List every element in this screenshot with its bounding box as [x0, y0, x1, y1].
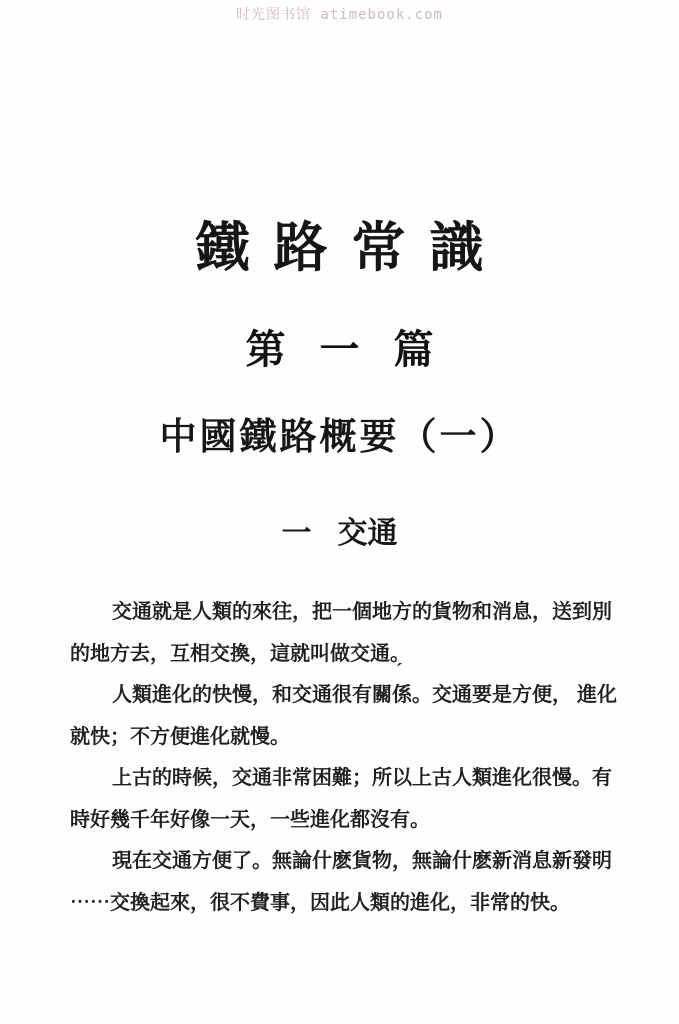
book-title: 鐵路常識 [195, 218, 508, 278]
print-artifact-mark: ´ [396, 660, 403, 682]
body-line: 上古的時候，交通非常困難；所以上古人類進化很慢。有 [112, 767, 612, 789]
watermark-text: 时光图书馆 atimebook.com [235, 7, 443, 23]
section-number: 一 [281, 517, 312, 550]
body-line: 交通就是人類的來往，把一個地方的貨物和消息，送到別 [112, 601, 612, 623]
section-title: 交通 [337, 517, 398, 550]
part-heading: 第一篇 [245, 328, 468, 372]
body-line: 現在交通方便了。無論什麽貨物，無論什麽新消息新發明 [112, 850, 612, 872]
section-heading [0, 508, 679, 552]
chapter-heading: 中國鐵路概要（一） [159, 417, 520, 458]
body-line: 就快；不方便進化就慢。 [70, 725, 290, 748]
body-line: 時好幾千年好像一天，一些進化都沒有。 [70, 808, 430, 831]
body-line: 的地方去，互相交換，這就叫做交通。 [70, 642, 410, 665]
body-text [70, 592, 620, 924]
body-line: 人類進化的快慢，和交通很有關係。交通要是方便， 進化 [112, 684, 617, 706]
body-line: ⋯⋯交換起來，很不費事，因此人類的進化，非常的快。 [70, 891, 570, 914]
